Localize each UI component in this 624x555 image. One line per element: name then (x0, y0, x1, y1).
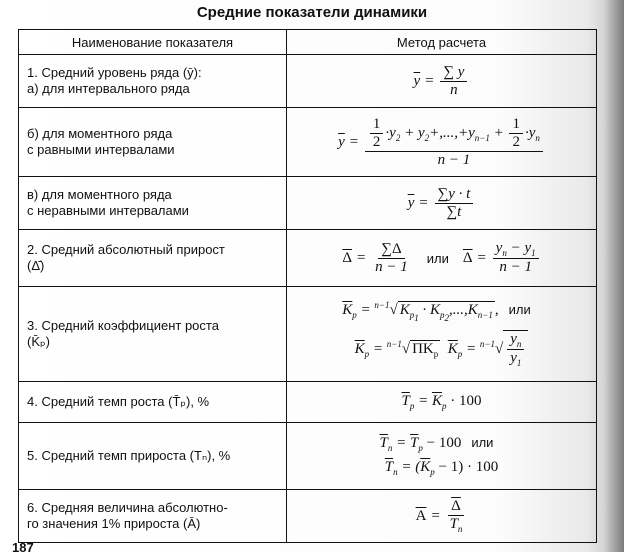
formula-growth-coef-1: $\overline{K}_p = ^{n-1}√$ $K_{p_1} \cdot K_{p_2},...,K_{n-1}$ , или (342, 299, 531, 323)
formula-cell (287, 490, 597, 543)
formula-growth-rate: $\overline{T}_p = \overline{K}_p \cdot 100$ (401, 393, 482, 411)
formula-mean-interval: $\overline{y}$ = $\frac{\sum y}{n}$ (414, 64, 470, 99)
header-method: Метод расчета (287, 30, 597, 55)
table-row (19, 423, 597, 490)
formula-cell (287, 287, 597, 382)
table-row (19, 382, 597, 423)
row-label: 5. Средний темп прироста (Tₙ), % (19, 423, 287, 490)
formula-growth-coef-2: $\overline{K}_p = ^{n-1}√$ $\Pi K_p$ $\overline{K}_p = ^{n-1}√$ $\frac{y_n}{y_1}$ (295, 330, 588, 368)
formula-cell (287, 177, 597, 230)
table-row (19, 55, 597, 108)
table-row (19, 108, 597, 177)
header-row (19, 30, 597, 55)
formula-cell (287, 55, 597, 108)
formula-mean-moment-unequal: $\overline{y}$ = $\frac{\sum y \cdot t}{\sum t}$ (408, 186, 476, 221)
table-row (19, 230, 597, 287)
formula-cell (287, 423, 597, 490)
formula-cell (287, 382, 597, 423)
formula-cell (287, 230, 597, 287)
row-label: 2. Средний абсолютный прирост (Δ̄) (19, 230, 287, 287)
formula-increase-rate-2: $\overline{T}_n = (\overline{K}_p - 1) \cdot 100$ (384, 459, 499, 477)
table-row (19, 177, 597, 230)
formula-increase-rate-1: $\overline{T}_n = \overline{T}_p - 100$ или (379, 435, 494, 453)
table-title: Средние показатели динамики (196, 4, 428, 21)
table-row (19, 490, 597, 543)
table-row (19, 287, 597, 382)
row-label: б) для моментного ряда с равными интервалами (19, 108, 287, 177)
dynamics-table (18, 29, 597, 543)
row-label: 4. Средний темп роста (T̄ₚ), % (19, 382, 287, 423)
formula-mean-moment-equal: $\overline{y}$ = $\frac{1}{2}$ $\cdot y_2 + y_2+,...,+y_{n-1}$ + $\frac{1}{2}$ $\cdot y_n$ n − 1 (338, 116, 545, 169)
header-indicator: Наименование показателя (19, 30, 287, 55)
formula-abs-growth: $\overline{\Delta}$ = $\frac{\sum\Delta}{n - 1}$ или $\overline{\Delta}$ = $\frac{y_n - y_1}{n - 1}$ (342, 240, 540, 276)
row-label: 6. Средняя величина абсолютно- го значения 1% прироста (Ā) (19, 490, 287, 543)
page-number: 187 (12, 540, 34, 555)
formula-one-percent-value: $\overline{A}$ = $\frac{\overline{\Delta}}{\overline{T}_n}$ (415, 498, 463, 534)
row-label: в) для моментного ряда с неравными интервалами (19, 177, 287, 230)
row-label: 3. Средний коэффициент роста (K̄ₚ) (19, 287, 287, 382)
page-edge-shadow (604, 0, 624, 552)
row-label: 1. Средний уровень ряда (ȳ): а) для интервального ряда (19, 55, 287, 108)
formula-cell (287, 108, 597, 177)
